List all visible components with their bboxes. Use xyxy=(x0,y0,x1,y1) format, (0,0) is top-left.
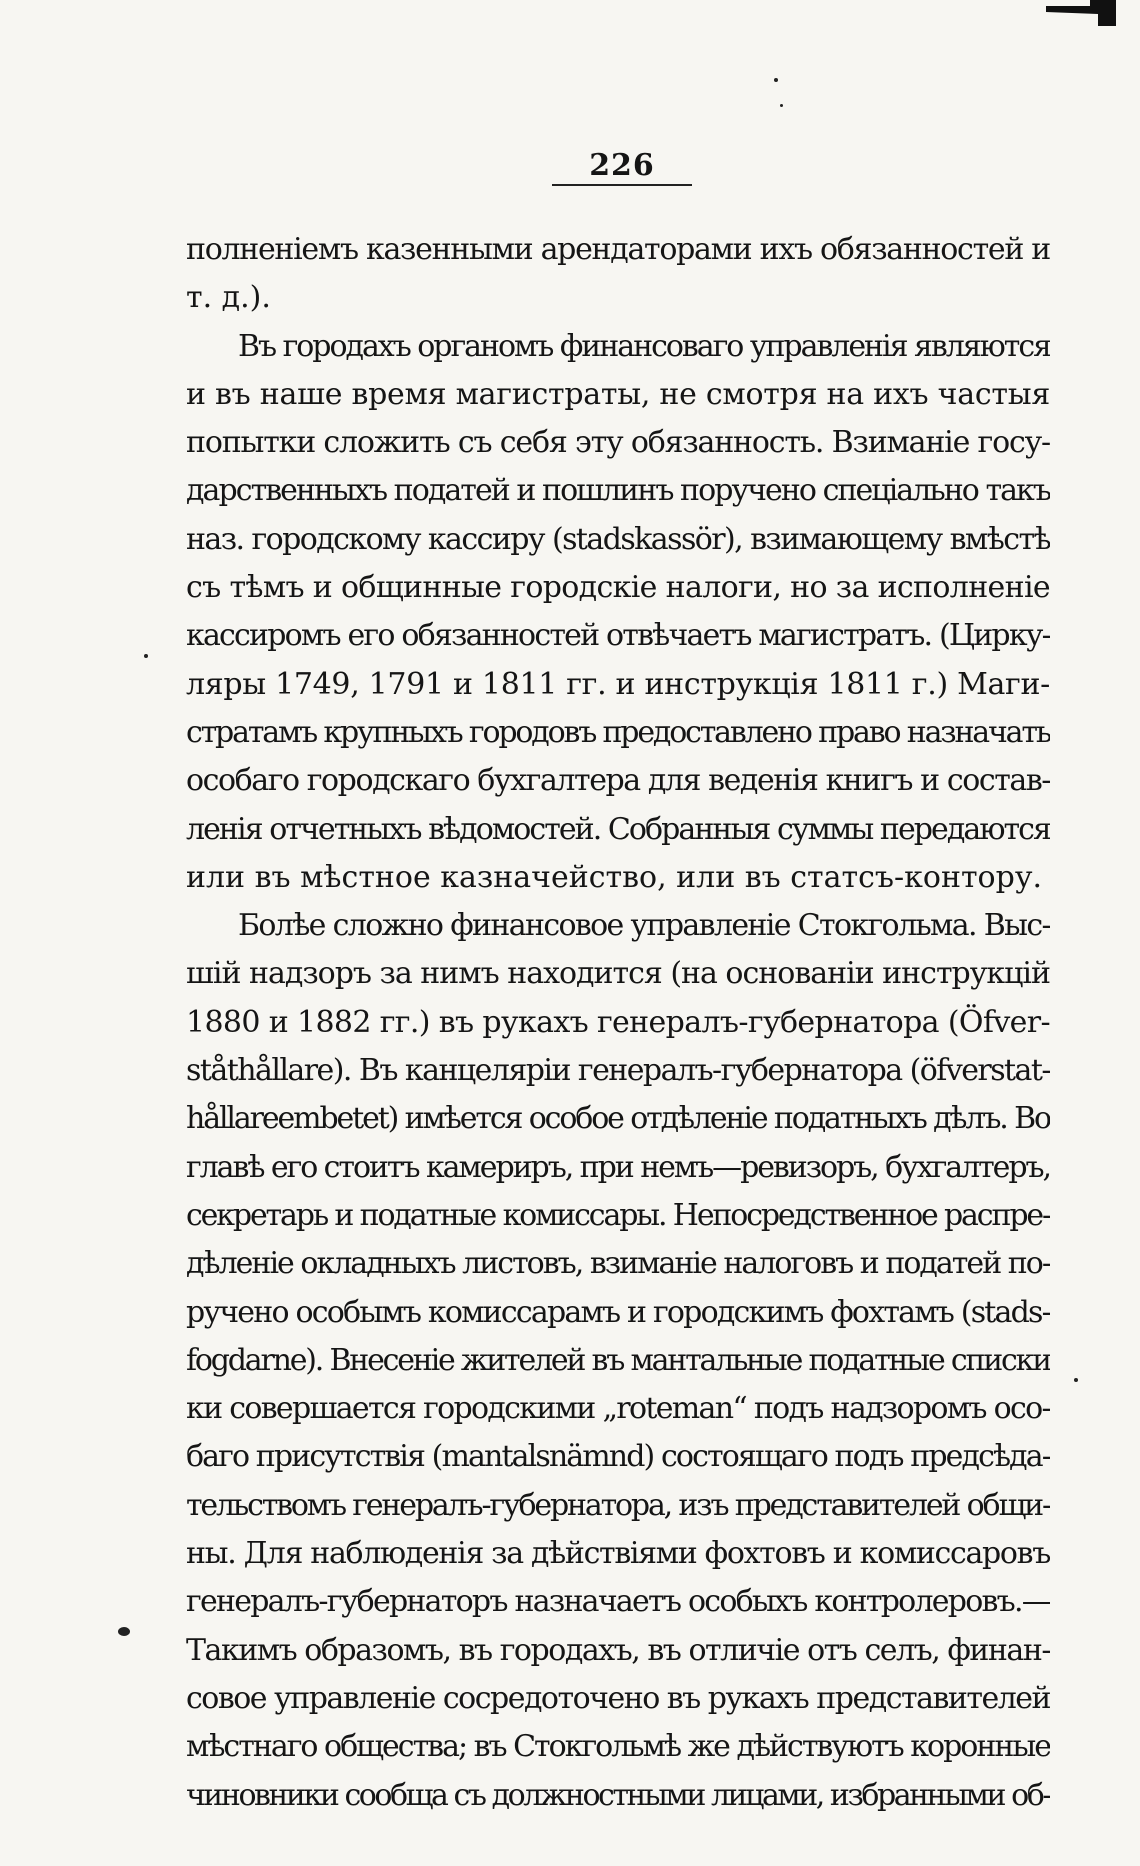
text-line: и въ наше время магистраты, не смотря на ихъ частыя xyxy=(186,376,1050,412)
margin-speck xyxy=(1074,1378,1078,1382)
text-line: дарственныхъ податей и пошлинъ поручено спеціально такъ xyxy=(186,473,1050,509)
body-text xyxy=(186,226,1050,1820)
margin-speck xyxy=(780,104,783,107)
text-line: главѣ его стоитъ камериръ, при немъ—ревизоръ, бухгалтеръ, xyxy=(186,1149,1050,1185)
text-line: т. д.). xyxy=(186,280,271,316)
text-line: Такимъ образомъ, въ городахъ, въ отличіе отъ селъ, финан- xyxy=(186,1632,1050,1668)
text-line: баго присутствія (mantalsnämnd) состоящаго подъ предсѣда- xyxy=(186,1439,1050,1475)
text-line: совое управленіе сосредоточено въ рукахъ представителей xyxy=(186,1680,1050,1716)
page-number: 226 xyxy=(589,148,655,183)
page-number-rule xyxy=(552,184,692,186)
text-line: ståthållare). Въ канцеляріи генералъ-губернатора (öfverstat- xyxy=(186,1053,1050,1089)
text-line: hållareembetet) имѣется особое отдѣленіе податныхъ дѣлъ. Во xyxy=(186,1101,1050,1137)
text-line: или въ мѣстное казначейство, или въ статсъ-контору. xyxy=(186,859,1043,895)
text-line: fogdarne). Внесеніе жителей въ мантальные податные списки xyxy=(186,1342,1050,1378)
text-line: ны. Для наблюденія за дѣйствіями фохтовъ и комиссаровъ xyxy=(186,1536,1050,1572)
text-line: чиновники сообща съ должностными лицами, избранными об- xyxy=(186,1777,1050,1813)
text-line: наз. городскому кассиру (stadskassör), взимающему вмѣстѣ xyxy=(186,521,1050,557)
text-line: ки совершается городскими „roteman“ подъ надзоромъ осо- xyxy=(186,1391,1050,1427)
text-line: полненіемъ казенными арендаторами ихъ обязанностей и xyxy=(186,232,1050,267)
text-line: Въ городахъ органомъ финансоваго управленія являются xyxy=(238,328,1050,364)
corner-scan-mark xyxy=(1046,0,1116,26)
text-line: кассиромъ его обязанностей отвѣчаетъ магистратъ. (Цирку- xyxy=(186,618,1050,654)
text-line: стратамъ крупныхъ городовъ предоставлено право назначать xyxy=(186,714,1050,750)
text-line: шій надзоръ за нимъ находится (на основаніи инструкцій xyxy=(186,956,1050,992)
text-line: дѣленіе окладныхъ листовъ, взиманіе налоговъ и податей по- xyxy=(186,1246,1050,1282)
text-line: особаго городскаго бухгалтера для веденія книгъ и состав- xyxy=(186,763,1050,799)
text-line: генералъ-губернаторъ назначаетъ особыхъ контролеровъ.— xyxy=(186,1584,1050,1620)
text-line: ляры 1749, 1791 и 1811 гг. и инструкція 1811 г.) Маги- xyxy=(186,666,1050,702)
text-line: мѣстнаго общества; въ Стокгольмѣ же дѣйствуютъ коронные xyxy=(186,1729,1050,1765)
text-line: Болѣе сложно финансовое управленіе Стокгольма. Выс- xyxy=(238,908,1050,944)
text-line: тельствомъ генералъ-губернатора, изъ представителей общи- xyxy=(186,1487,1050,1523)
margin-speck xyxy=(118,1627,130,1636)
text-line: секретарь и податные комиссары. Непосредственное распре- xyxy=(186,1197,1050,1233)
text-line: ручено особымъ комиссарамъ и городскимъ фохтамъ (stads- xyxy=(186,1294,1050,1330)
margin-speck xyxy=(774,78,778,82)
margin-speck xyxy=(144,654,148,658)
text-line: ленія отчетныхъ вѣдомостей. Собранныя суммы передаются xyxy=(186,811,1050,847)
text-line: съ тѣмъ и общинные городскіе налоги, но за исполненіе xyxy=(186,570,1050,606)
text-line: 1880 и 1882 гг.) въ рукахъ генералъ-губернатора (Öfver- xyxy=(186,1004,1050,1040)
text-line: попытки сложить съ себя эту обязанность. Взиманіе госу- xyxy=(186,425,1050,461)
